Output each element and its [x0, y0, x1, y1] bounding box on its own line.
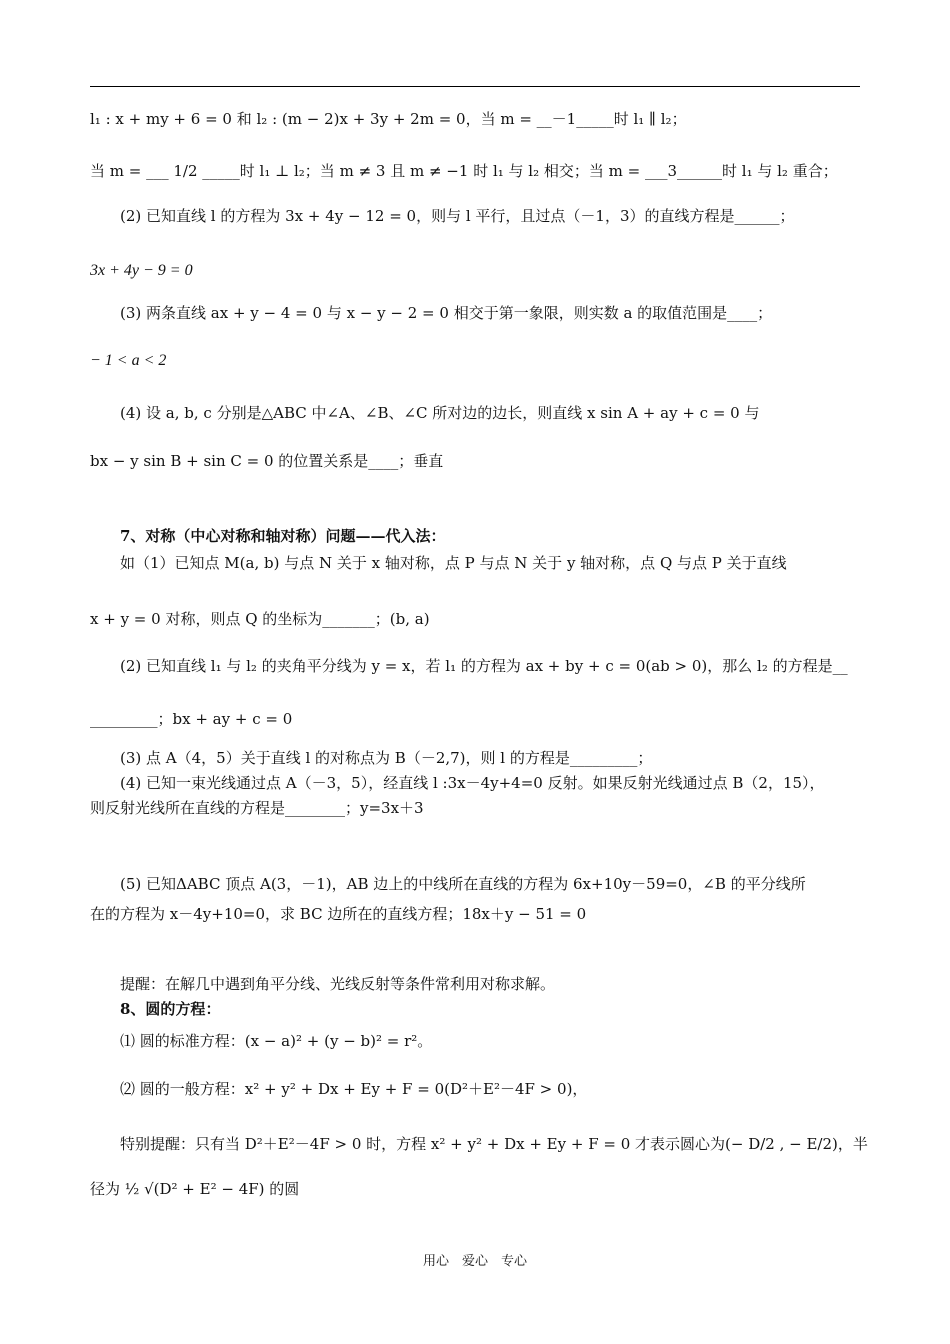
- line-16: (5) 已知ΔABC 顶点 A(3，－1)，AB 边上的中线所在直线的方程为 6x+10y－59=0，∠B 的平分线所: [120, 875, 806, 893]
- line-18: ⑴ 圆的标准方程：(x − a)² + (y − b)² = r²。: [120, 1032, 433, 1050]
- section-8-heading: 8、圆的方程：: [120, 1000, 221, 1018]
- tip-line: 提醒：在解几中遇到角平分线、光线反射等条件常利用对称求解。: [120, 975, 556, 993]
- line-4: 3x + 4y − 9 = 0: [90, 262, 193, 279]
- line-5: (3) 两条直线 ax + y − 4 = 0 与 x − y − 2 = 0 相交于第一象限，则实数 a 的取值范围是____；: [120, 304, 773, 322]
- line-19: ⑵ 圆的一般方程：x² + y² + Dx + Ey + F = 0(D²＋E²－4F > 0)，: [120, 1080, 588, 1098]
- line-2: 当 m = ___ 1/2 _____时 l₁ ⊥ l₂；当 m ≠ 3 且 m ≠ −1 时 l₁ 与 l₂ 相交；当 m = ___3______时 l₁ 与 l₂ 重合；: [90, 162, 838, 180]
- line-12: _________；bx + ay + c = 0: [90, 710, 293, 728]
- line-1: l₁ : x + my + 6 = 0 和 l₂ : (m − 2)x + 3y + 2m = 0，当 m = __－1_____时 l₁ ∥ l₂；: [90, 110, 687, 128]
- line-15: 则反射光线所在直线的方程是________；y=3x＋3: [90, 799, 424, 817]
- line-3: (2) 已知直线 l 的方程为 3x + 4y − 12 = 0，则与 l 平行，且过点（－1，3）的直线方程是______；: [120, 207, 795, 225]
- header-rule: [90, 86, 860, 87]
- line-10: x + y = 0 对称，则点 Q 的坐标为_______；(b, a): [90, 610, 430, 628]
- line-11: (2) 已知直线 l₁ 与 l₂ 的夹角平分线为 y = x，若 l₁ 的方程为 ax + by + c = 0(ab > 0)，那么 l₂ 的方程是__: [120, 657, 848, 675]
- line-20: 特别提醒：只有当 D²＋E²－4F > 0 时，方程 x² + y² + Dx + Ey + F = 0 才表示圆心为(− D/2 , − E/2)，半: [120, 1135, 868, 1153]
- line-7: (4) 设 a, b, c 分别是△ABC 中∠A、∠B、∠C 所对边的边长，则直线 x sin A + ay + c = 0 与: [120, 404, 760, 422]
- line-9: 如（1）已知点 M(a, b) 与点 N 关于 x 轴对称，点 P 与点 N 关于 y 轴对称，点 Q 与点 P 关于直线: [120, 554, 787, 572]
- footer: 用心 爱心 专心: [422, 1254, 527, 1269]
- line-6: − 1 < a < 2: [90, 352, 167, 369]
- section-7-heading: 7、对称（中心对称和轴对称）问题——代入法：: [120, 527, 446, 545]
- line-8: bx − y sin B + sin C = 0 的位置关系是____；垂直: [90, 452, 444, 470]
- line-13: (3) 点 A（4，5）关于直线 l 的对称点为 B（－2,7)，则 l 的方程是_________；: [120, 749, 653, 767]
- line-14: (4) 已知一束光线通过点 A（－3，5），经直线 l :3x－4y+4=0 反射。如果反射光线通过点 B（2，15），: [120, 774, 825, 792]
- line-21: 径为 ½ √(D² + E² − 4F) 的圆: [90, 1180, 300, 1198]
- line-17: 在的方程为 x－4y+10=0，求 BC 边所在的直线方程；18x＋y − 51 = 0: [90, 905, 587, 923]
